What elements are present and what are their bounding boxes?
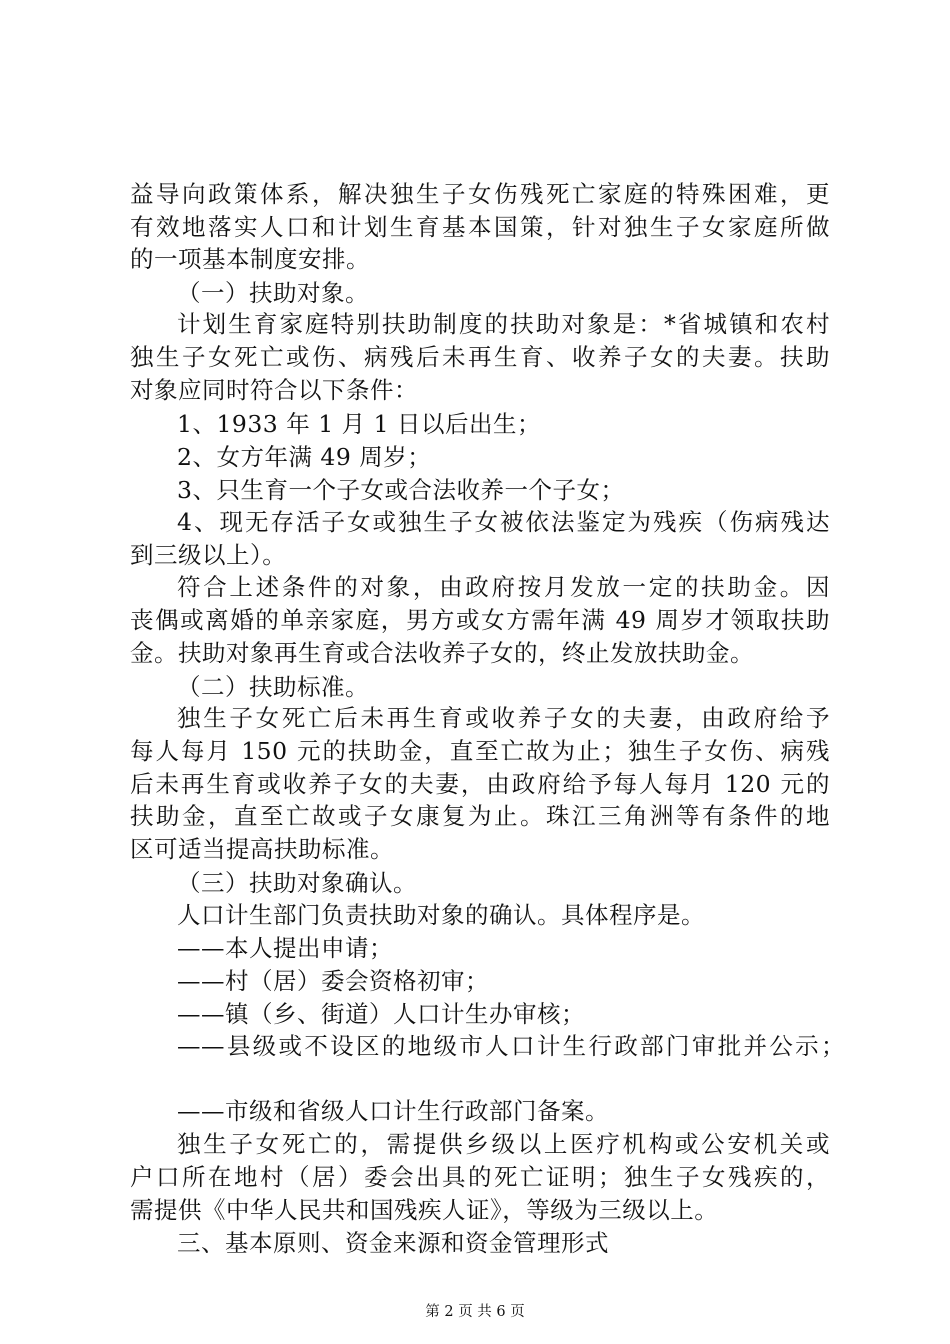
section-heading: 三、基本原则、资金来源和资金管理形式 <box>177 1229 609 1257</box>
body-line: 每人每月 150 元的扶助金，直至亡故为止；独生子女伤、病残 <box>130 737 830 765</box>
list-item: 2、女方年满 49 周岁； <box>177 443 432 471</box>
body-line: 人口计生部门负责扶助对象的确认。具体程序是。 <box>177 901 705 929</box>
section-heading: （一）扶助对象。 <box>177 279 369 307</box>
body-line: 扶助金，直至亡故或子女康复为止。珠江三角洲等有条件的地 <box>130 802 830 830</box>
body-line: 符合上述条件的对象，由政府按月发放一定的扶助金。因 <box>177 573 830 601</box>
body-line: 的一项基本制度安排。 <box>130 245 370 273</box>
body-line: 需提供《中华人民共和国残疾人证》，等级为三级以上。 <box>130 1196 719 1224</box>
procedure-step: ——县级或不设区的地级市人口计生行政部门审批并公示； <box>177 1032 845 1060</box>
section-heading: （三）扶助对象确认。 <box>177 869 417 897</box>
body-line: 丧偶或离婚的单亲家庭，男方或女方需年满 49 周岁才领取扶助 <box>130 606 830 634</box>
body-line: 益导向政策体系，解决独生子女伤残死亡家庭的特殊困难，更 <box>130 180 830 208</box>
body-line: 区可适当提高扶助标准。 <box>130 835 394 863</box>
list-item: 4、现无存活子女或独生子女被依法鉴定为残疾（伤病残达 <box>177 508 830 536</box>
body-line: 独生子女死亡或伤、病残后未再生育、收养子女的夫妻。扶助 <box>130 343 830 371</box>
body-line: 独生子女死亡的，需提供乡级以上医疗机构或公安机关或 <box>177 1130 830 1158</box>
procedure-step: ——村（居）委会资格初审； <box>177 967 489 995</box>
procedure-step: ——镇（乡、街道）人口计生办审核； <box>177 1000 585 1028</box>
body-line: 金。扶助对象再生育或合法收养子女的，终止发放扶助金。 <box>130 639 754 667</box>
section-heading: （二）扶助标准。 <box>177 673 369 701</box>
page-footer: 第 2 页 共 6 页 <box>425 1304 525 1320</box>
body-line: 有效地落实人口和计划生育基本国策，针对独生子女家庭所做 <box>130 213 830 241</box>
body-line: 到三级以上）。 <box>130 541 287 569</box>
procedure-step: ——本人提出申请； <box>177 934 393 962</box>
body-line: 后未再生育或收养子女的夫妻，由政府给予每人每月 120 元的 <box>130 770 830 798</box>
list-item: 1、1933 年 1 月 1 日以后出生； <box>177 410 542 438</box>
body-line: 独生子女死亡后未再生育或收养子女的夫妻，由政府给予 <box>177 704 830 732</box>
list-item: 3、只生育一个子女或合法收养一个子女； <box>177 476 625 504</box>
body-line: 计划生育家庭特别扶助制度的扶助对象是：*省城镇和农村 <box>177 310 830 338</box>
body-line: 对象应同时符合以下条件： <box>130 376 418 404</box>
body-line: 户口所在地村（居）委会出具的死亡证明；独生子女残疾的， <box>130 1163 830 1191</box>
procedure-step: ——市级和省级人口计生行政部门备案。 <box>177 1097 609 1125</box>
